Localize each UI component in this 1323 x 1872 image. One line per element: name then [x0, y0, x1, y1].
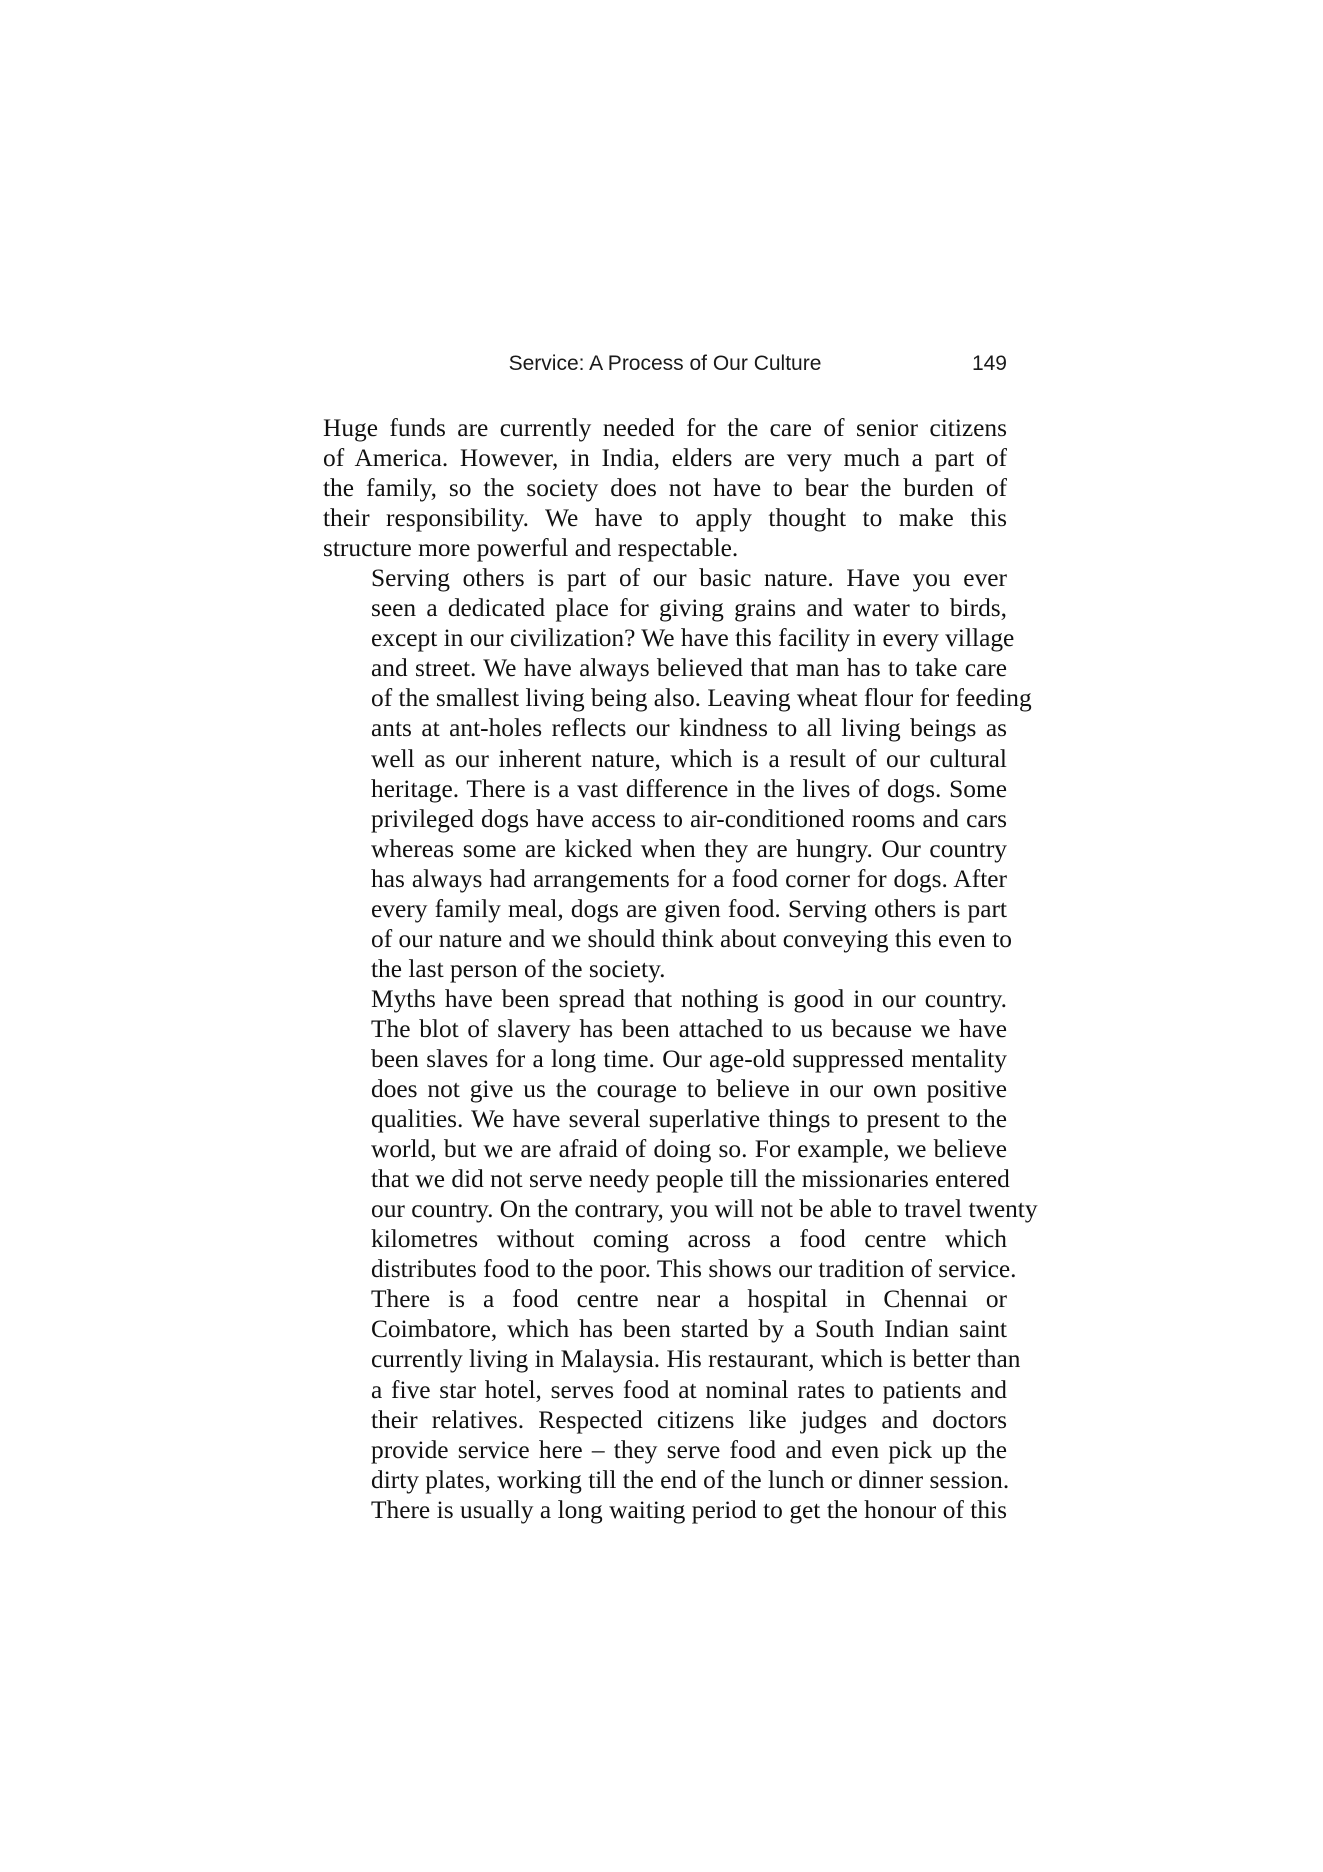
- text-line: that we did not serve needy people till the missionaries entered: [371, 1165, 1010, 1194]
- text-line: of our nature and we should think about conveying this even to: [371, 924, 1012, 953]
- text-line: Huge funds are currently needed for the care of senior citizens: [323, 414, 1007, 442]
- paragraph: [323, 1284, 1021, 1524]
- body-text: [323, 413, 1038, 1525]
- text-line: world, but we are afraid of doing so. For example, we believe: [371, 1135, 1007, 1164]
- text-line: every family meal, dogs are given food. Serving others is part: [371, 894, 1007, 923]
- text-line: does not give us the courage to believe in our own positive: [371, 1075, 1007, 1104]
- paragraph: [323, 563, 1032, 984]
- text-line: ants at ant-holes reflects our kindness to all living beings as: [371, 714, 1007, 743]
- text-line: privileged dogs have access to air-conditioned rooms and cars: [371, 804, 1007, 833]
- paragraph: [323, 984, 1038, 1284]
- text-line: structure more powerful and respectable.: [323, 534, 739, 563]
- text-line: except in our civilization? We have this facility in every village: [371, 624, 1015, 653]
- text-line: the last person of the society.: [371, 954, 666, 983]
- text-line: been slaves for a long time. Our age-old suppressed mentality: [371, 1044, 1007, 1073]
- text-line: dirty plates, working till the end of the lunch or dinner session.: [371, 1465, 1010, 1494]
- paragraph: [323, 413, 1007, 563]
- text-line: There is usually a long waiting period to get the honour of this: [371, 1495, 1007, 1524]
- text-line: Myths have been spread that nothing is good in our country.: [371, 984, 1007, 1013]
- text-line: has always had arrangements for a food corner for dogs. After: [371, 864, 1007, 893]
- text-line: whereas some are kicked when they are hungry. Our country: [371, 834, 1007, 863]
- text-line: The blot of slavery has been attached to us because we have: [371, 1014, 1007, 1043]
- text-line: a five star hotel, serves food at nominal rates to patients and: [371, 1375, 1007, 1404]
- running-head: [323, 352, 1007, 384]
- text-line: our country. On the contrary, you will not be able to travel twenty: [371, 1195, 1038, 1224]
- text-line: the family, so the society does not have to bear the burden of: [323, 474, 1007, 503]
- text-line: provide service here – they serve food and even pick up the: [371, 1435, 1007, 1464]
- text-line: Coimbatore, which has been started by a South Indian saint: [371, 1315, 1007, 1344]
- text-line: There is a food centre near a hospital in Chennai or: [371, 1285, 1007, 1314]
- text-line: and street. We have always believed that man has to take care: [371, 654, 1007, 683]
- text-line: of America. However, in India, elders are very much a part of: [323, 444, 1007, 473]
- text-line: currently living in Malaysia. His restaurant, which is better than: [371, 1345, 1021, 1374]
- text-line: qualities. We have several superlative things to present to the: [371, 1105, 1007, 1134]
- text-line: heritage. There is a vast difference in the lives of dogs. Some: [371, 774, 1007, 803]
- page-number: 149: [971, 352, 1007, 375]
- text-line: their responsibility. We have to apply thought to make this: [323, 504, 1007, 533]
- text-line: their relatives. Respected citizens like judges and doctors: [371, 1405, 1007, 1434]
- text-line: of the smallest living being also. Leaving wheat flour for feeding: [371, 684, 1032, 713]
- running-title: Service: A Process of Our Culture: [508, 352, 822, 375]
- text-line: seen a dedicated place for giving grains and water to birds,: [371, 594, 1007, 623]
- text-line: well as our inherent nature, which is a result of our cultural: [371, 744, 1007, 773]
- text-line: kilometres without coming across a food centre which: [371, 1225, 1007, 1254]
- text-line: Serving others is part of our basic nature. Have you ever: [371, 564, 1007, 593]
- text-line: distributes food to the poor. This shows our tradition of service.: [371, 1255, 1017, 1284]
